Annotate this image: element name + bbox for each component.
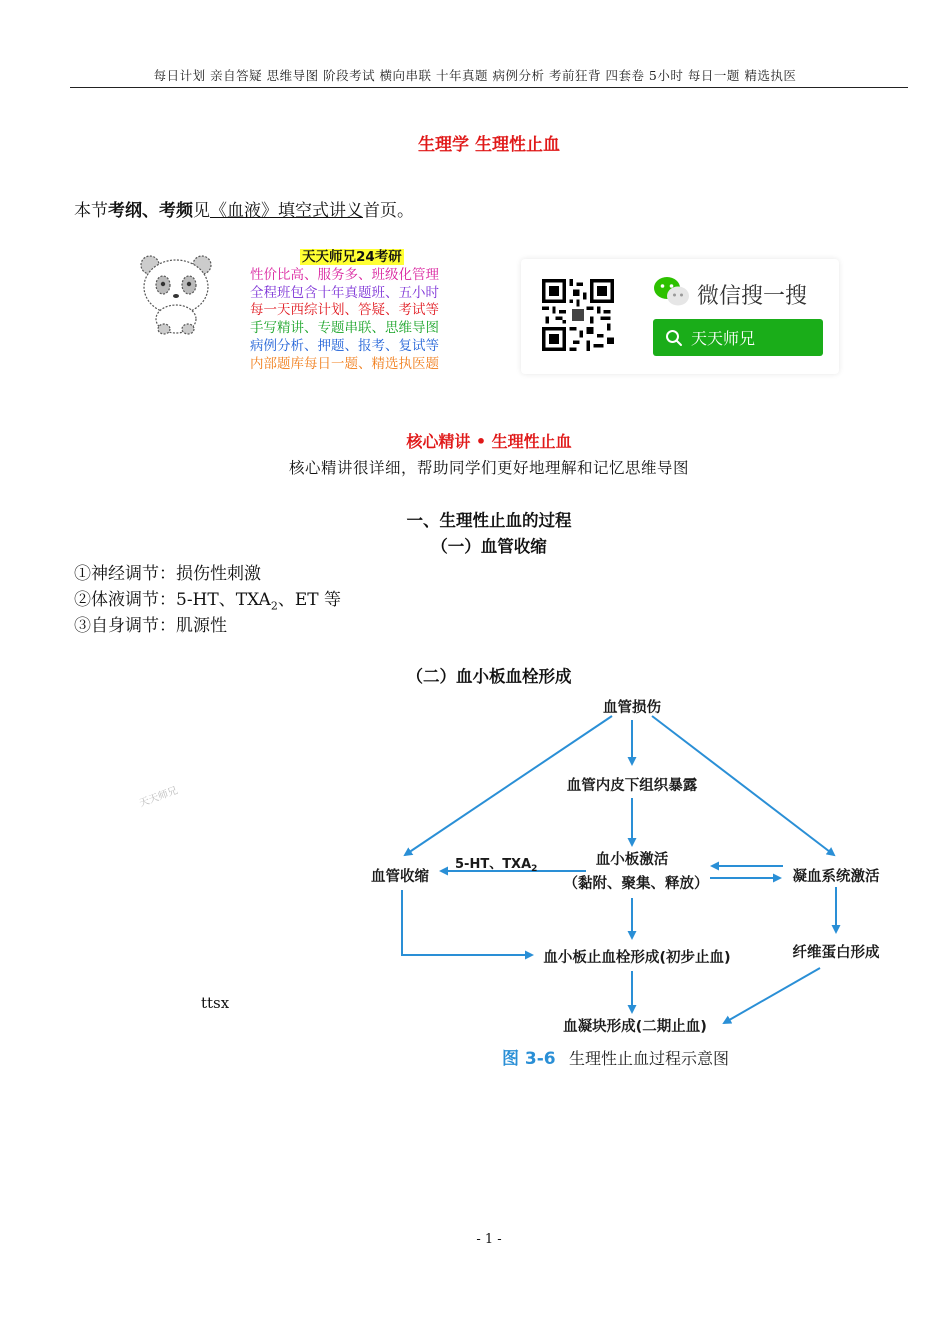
node-platelet-activation: 血小板激活: [595, 852, 669, 868]
promo-line: 手写精讲、专题串联、思维导图: [250, 320, 439, 337]
wechat-logo-icon: [652, 275, 690, 309]
wechat-search-button[interactable]: [653, 319, 823, 356]
page-header: 每日计划 亲自答疑 思维导图 阶段考试 横向串联 十年真题 病例分析 考前狂背 四套卷 5小时 每日一题 精选执医: [153, 68, 797, 83]
node-fibrin: 纤维蛋白形成: [792, 945, 880, 961]
edge-label-main: 5-HT、TXA: [455, 857, 532, 872]
promo-line: 每一天西综计划、答疑、考试等: [250, 302, 439, 319]
node-coag-activation: 凝血系统激活: [792, 869, 880, 885]
figure-caption: 生理性止血过程示意图: [569, 1049, 730, 1068]
intro-bold-sep: 、: [142, 201, 159, 221]
intro-mid: 见: [193, 201, 210, 221]
promo-block: [250, 249, 465, 374]
figure-number: 图 3-6: [502, 1049, 556, 1069]
heading-vasoconstriction: （一）血管收缩: [431, 537, 547, 556]
arrow-fibrin-clot: [724, 968, 820, 1023]
page-number: - 1 -: [476, 1232, 502, 1247]
node-exposure: 血管内皮下组织暴露: [566, 778, 698, 794]
list-item-neural: ①神经调节：损伤性刺激: [74, 564, 261, 584]
node-clot: 血凝块形成(二期止血): [563, 1019, 707, 1035]
intro-prefix: 本节: [74, 201, 108, 221]
wechat-search-label: 微信搜一搜: [697, 284, 808, 309]
list-item-myogenic: ③自身调节：肌源性: [74, 616, 227, 636]
watermark: 天天师兄: [138, 785, 180, 810]
promo-line: 全程班包含十年真题班、五小时: [250, 284, 439, 301]
heading-platelet-plug: （二）血小板血栓形成: [406, 667, 572, 686]
qr-code-icon[interactable]: [542, 279, 614, 351]
promo-line: 病例分析、押题、报考、复试等: [250, 337, 439, 354]
wechat-search-button-label: 天天师兄: [691, 329, 756, 348]
intro-link[interactable]: 《血液》填空式讲义: [210, 201, 363, 221]
humoral-suffix: 、ET 等: [277, 590, 341, 610]
edge-label: [455, 857, 537, 874]
list-item-humoral: [74, 585, 341, 612]
intro-bold-frequency: 考频: [159, 201, 193, 221]
humoral-subscript: 2: [270, 599, 278, 613]
panda-mascot-icon: [136, 253, 216, 335]
node-platelet-plug: 血小板止血栓形成(初步止血): [543, 950, 731, 966]
heading-process: 一、生理性止血的过程: [406, 511, 572, 530]
node-injury: 血管损伤: [603, 700, 661, 716]
promo-line: 性价比高、服务多、班级化管理: [250, 266, 439, 283]
arrow-contraction-plug: [402, 890, 532, 955]
search-icon: [665, 329, 683, 347]
intro-bold-outline: 考纲: [108, 201, 142, 221]
intro-suffix: 首页。: [363, 201, 414, 221]
header-divider: [70, 87, 908, 88]
promo-line: 内部题库每日一题、精选执医题: [250, 355, 439, 372]
promo-title: 天天师兄24考研: [302, 249, 402, 265]
section-subtitle: 核心精讲很详细，帮助同学们更好地理解和记忆思维导图: [288, 459, 689, 477]
section-title: 核心精讲 • 生理性止血: [406, 432, 572, 451]
node-platelet-activation-detail: （黏附、聚集、释放）: [563, 876, 709, 892]
ttsx-label: ttsx: [201, 994, 230, 1012]
edge-label-sub: 2: [531, 864, 538, 874]
page-title: 生理学 生理性止血: [418, 135, 560, 155]
hemostasis-flow-diagram: [350, 690, 910, 1085]
intro-paragraph: [74, 196, 414, 221]
node-contraction: 血管收缩: [371, 869, 429, 885]
humoral-prefix: ②体液调节：5-HT、TXA: [74, 590, 271, 610]
